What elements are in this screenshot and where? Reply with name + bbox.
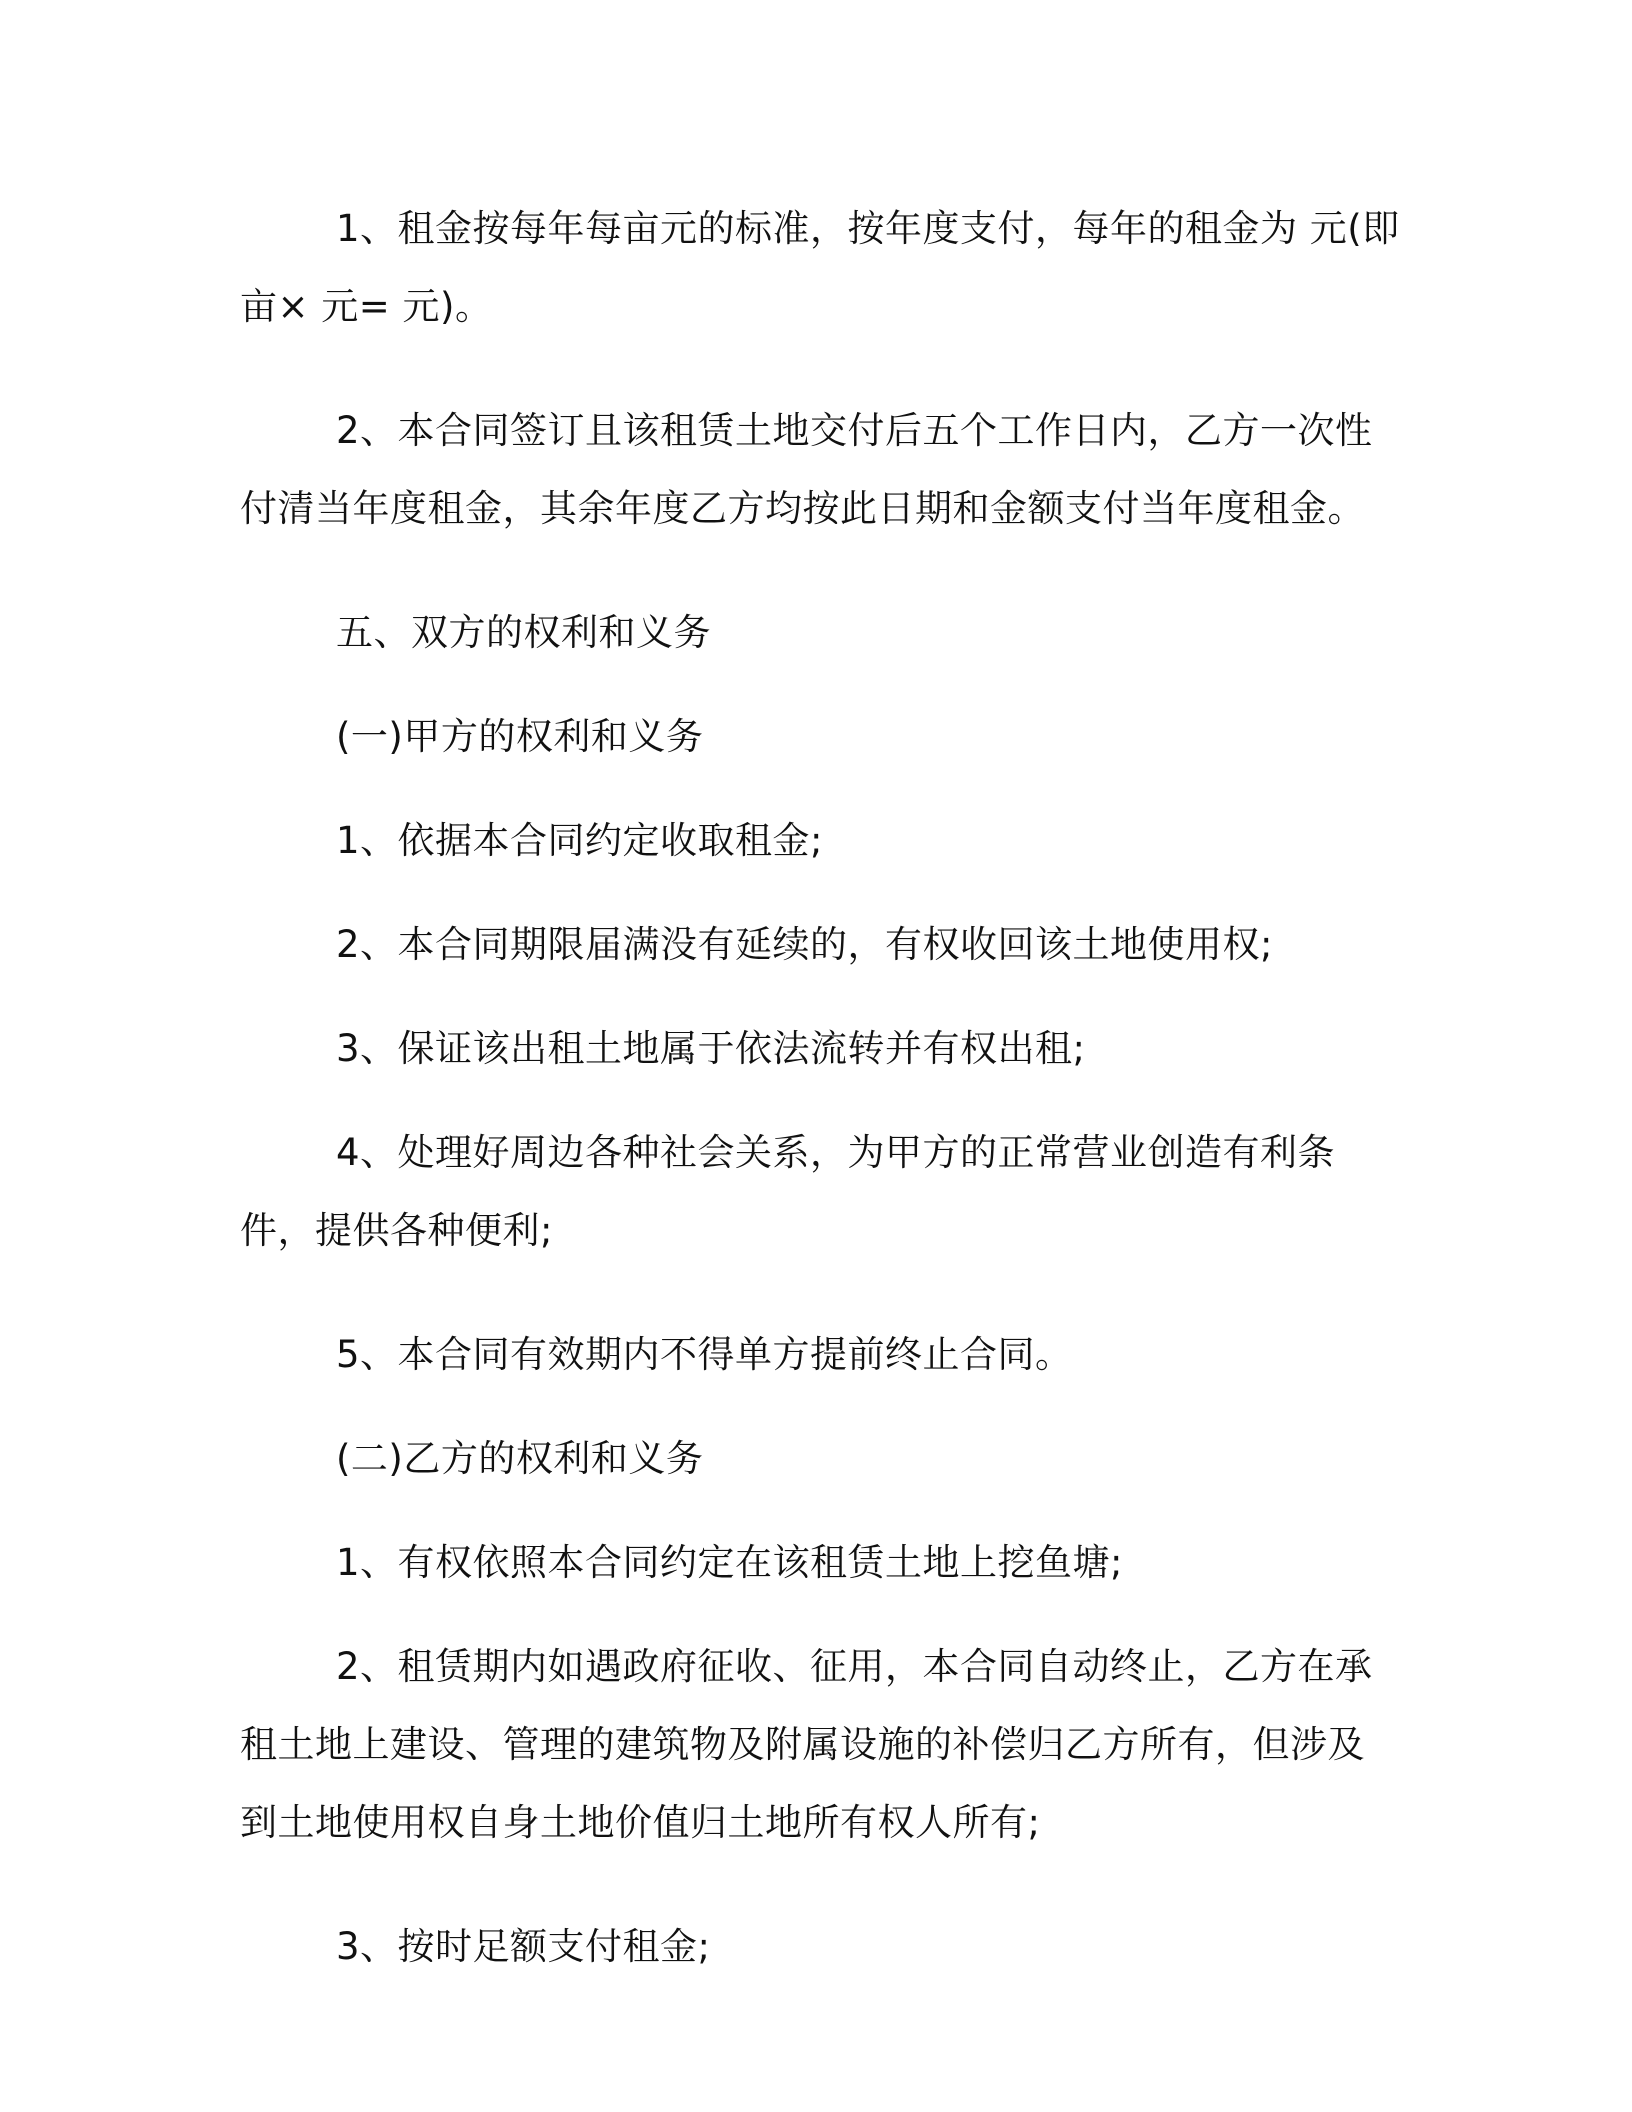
party-a-item-2: 2、本合同期限届满没有延续的，有权收回该土地使用权; bbox=[336, 923, 1274, 966]
party-b-item-1: 1、有权依照本合同约定在该租赁土地上挖鱼塘; bbox=[336, 1541, 1124, 1584]
section-heading-rights-obligations: 五、双方的权利和义务 bbox=[336, 611, 711, 654]
document-body bbox=[240, 190, 1400, 2012]
subsection-heading-party-b: (二)乙方的权利和义务 bbox=[336, 1437, 704, 1480]
party-b-item-2: 2、租赁期内如遇政府征收、征用，本合同自动终止，乙方在承租土地上建设、管理的建筑物及附属设施的补偿归乙方所有，但涉及到土地使用权自身土地价值归土地所有权人所有; bbox=[240, 1645, 1373, 1844]
party-a-item-4: 4、处理好周边各种社会关系，为甲方的正常营业创造有利条件，提供各种便利; bbox=[240, 1131, 1336, 1252]
party-a-item-5: 5、本合同有效期内不得单方提前终止合同。 bbox=[336, 1333, 1073, 1376]
party-a-item-3: 3、保证该出租土地属于依法流转并有权出租; bbox=[336, 1027, 1086, 1070]
subsection-heading-party-a: (一)甲方的权利和义务 bbox=[336, 715, 704, 758]
paragraph-payment-timing: 2、本合同签订且该租赁土地交付后五个工作日内，乙方一次性付清当年度租金，其余年度乙方均按此日期和金额支付当年度租金。 bbox=[240, 409, 1373, 530]
party-a-item-1: 1、依据本合同约定收取租金; bbox=[336, 819, 824, 862]
paragraph-rent-standard: 1、租金按每年每亩元的标准，按年度支付，每年的租金为 元(即亩× 元= 元)。 bbox=[240, 207, 1400, 328]
party-b-item-3: 3、按时足额支付租金; bbox=[336, 1925, 711, 1968]
